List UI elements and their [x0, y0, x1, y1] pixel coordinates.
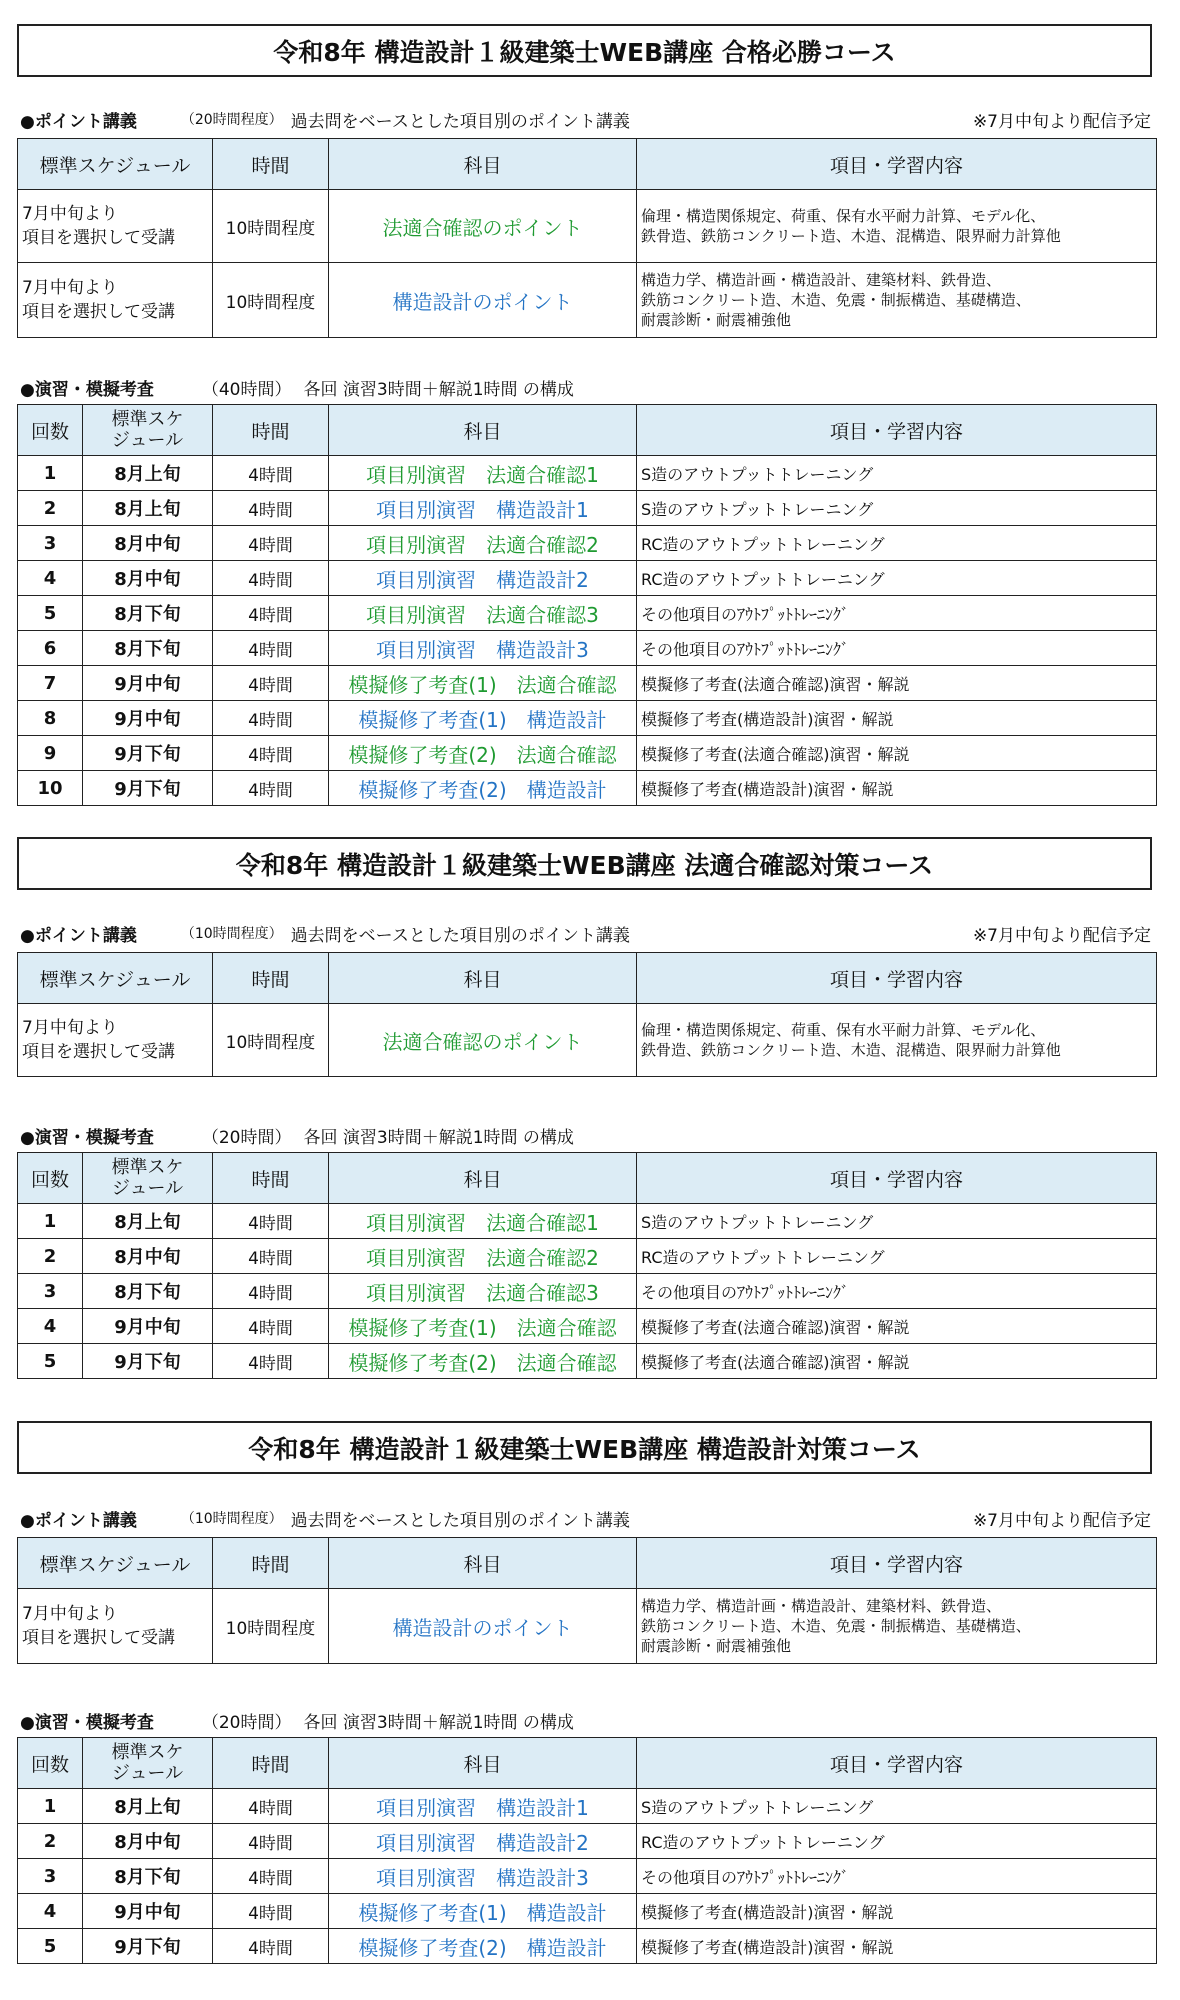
content-cell: S造のアウトプットトレーニング: [637, 491, 1157, 526]
subject-cell: 項目別演習 構造設計1: [329, 491, 637, 526]
table-row: [18, 263, 1157, 338]
time-cell: 4時間: [213, 596, 329, 631]
content-cell: 模擬修了考査(法適合確認)演習・解説: [637, 1309, 1157, 1344]
column-header: 項目・学習内容: [637, 1738, 1157, 1789]
content-cell: 模擬修了考査(法適合確認)演習・解説: [637, 736, 1157, 771]
content-cell: 模擬修了考査(法適合確認)演習・解説: [637, 666, 1157, 701]
table-header-row: [18, 1538, 1157, 1589]
session-number-cell: 4: [18, 1894, 83, 1929]
subject-cell: 項目別演習 構造設計2: [329, 1824, 637, 1859]
schedule-cell: 7月中旬より 項目を選択して受講: [18, 263, 213, 338]
exercise-label: ●演習・模擬考査: [20, 1127, 154, 1148]
time-cell: 4時間: [213, 1344, 329, 1379]
content-cell: その他項目のｱｳﾄﾌﾟｯﾄﾄﾚｰﾆﾝｸﾞ: [637, 631, 1157, 666]
table-header-row: [18, 139, 1157, 190]
exercise-table: [17, 1737, 1157, 1964]
exercise-table: [17, 404, 1157, 806]
session-number-cell: 2: [18, 1239, 83, 1274]
session-number-cell: 2: [18, 491, 83, 526]
table-row: [18, 1894, 1157, 1929]
point-lecture-heading: [20, 1503, 1155, 1533]
table-row: [18, 561, 1157, 596]
delivery-note: ※7月中旬より配信予定: [972, 1510, 1151, 1531]
point-lecture-heading: [20, 918, 1155, 948]
delivery-note: ※7月中旬より配信予定: [972, 111, 1151, 132]
session-number-cell: 6: [18, 631, 83, 666]
time-cell: 4時間: [213, 1309, 329, 1344]
content-cell: RC造のアウトプットトレーニング: [637, 1239, 1157, 1274]
subject-cell: 項目別演習 法適合確認1: [329, 456, 637, 491]
content-cell: 模擬修了考査(構造設計)演習・解説: [637, 1894, 1157, 1929]
course-title: 令和8年 構造設計１級建築士WEB講座 構造設計対策コース: [17, 1421, 1152, 1474]
delivery-note: ※7月中旬より配信予定: [972, 925, 1151, 946]
table-row: [18, 456, 1157, 491]
schedule-cell: 7月中旬より 項目を選択して受講: [18, 190, 213, 263]
session-number-cell: 4: [18, 561, 83, 596]
table-row: [18, 1824, 1157, 1859]
table-row: [18, 1004, 1157, 1077]
time-cell: 4時間: [213, 1274, 329, 1309]
table-row: [18, 771, 1157, 806]
column-header: 回数: [18, 405, 83, 456]
table-header-row: [18, 1738, 1157, 1789]
time-cell: 4時間: [213, 1824, 329, 1859]
exercise-label: ●演習・模擬考査: [20, 379, 154, 400]
session-number-cell: 4: [18, 1309, 83, 1344]
time-cell: 4時間: [213, 1894, 329, 1929]
content-cell: その他項目のｱｳﾄﾌﾟｯﾄﾄﾚｰﾆﾝｸﾞ: [637, 1274, 1157, 1309]
schedule-cell: 9月中旬: [83, 701, 213, 736]
content-cell: 模擬修了考査(構造設計)演習・解説: [637, 701, 1157, 736]
table-row: [18, 1309, 1157, 1344]
table-row: [18, 1239, 1157, 1274]
subject-cell: 法適合確認のポイント: [329, 190, 637, 263]
schedule-cell: 8月中旬: [83, 1239, 213, 1274]
column-header: 標準スケジュール: [18, 139, 213, 190]
subject-cell: 模擬修了考査(1) 法適合確認: [329, 666, 637, 701]
table-row: [18, 526, 1157, 561]
items-cell: 倫理・構造関係規定、荷重、保有水平耐力計算、モデル化、 鉄骨造、鉄筋コンクリート造、木造、混構造、限界耐力計算他: [637, 190, 1157, 263]
point-lecture-hours: （10時間程度）: [180, 926, 283, 942]
column-header: 項目・学習内容: [637, 953, 1157, 1004]
schedule-cell: 9月下旬: [83, 1929, 213, 1964]
subject-cell: 模擬修了考査(2) 構造設計: [329, 771, 637, 806]
time-cell: 4時間: [213, 1204, 329, 1239]
subject-cell: 項目別演習 構造設計3: [329, 631, 637, 666]
session-number-cell: 1: [18, 456, 83, 491]
schedule-cell: 7月中旬より 項目を選択して受講: [18, 1004, 213, 1077]
schedule-cell: 9月下旬: [83, 771, 213, 806]
subject-cell: 模擬修了考査(1) 構造設計: [329, 1894, 637, 1929]
column-header: 標準スケ ジュール: [83, 405, 213, 456]
session-number-cell: 1: [18, 1789, 83, 1824]
column-header: 時間: [213, 1153, 329, 1204]
point-lecture-heading: [20, 104, 1155, 134]
table-row: [18, 1789, 1157, 1824]
time-cell: 4時間: [213, 491, 329, 526]
table-header-row: [18, 405, 1157, 456]
column-header: 項目・学習内容: [637, 1153, 1157, 1204]
time-cell: 4時間: [213, 631, 329, 666]
content-cell: 模擬修了考査(法適合確認)演習・解説: [637, 1344, 1157, 1379]
time-cell: 4時間: [213, 1239, 329, 1274]
schedule-cell: 8月下旬: [83, 1274, 213, 1309]
point-lecture-hours: （10時間程度）: [180, 1511, 283, 1527]
subject-cell: 模擬修了考査(2) 構造設計: [329, 1929, 637, 1964]
column-header: 科目: [329, 405, 637, 456]
subject-cell: 模擬修了考査(2) 法適合確認: [329, 736, 637, 771]
schedule-cell: 8月上旬: [83, 456, 213, 491]
point-lecture-description: 過去問をベースとした項目別のポイント講義: [290, 1510, 630, 1531]
time-cell: 10時間程度: [213, 190, 329, 263]
items-cell: 構造力学、構造計画・構造設計、建築材料、鉄骨造、 鉄筋コンクリート造、木造、免震・制振構造、基礎構造、 耐震診断・耐震補強他: [637, 1589, 1157, 1664]
content-cell: 模擬修了考査(構造設計)演習・解説: [637, 771, 1157, 806]
exercise-heading: [20, 1120, 1155, 1150]
table-row: [18, 701, 1157, 736]
table-row: [18, 666, 1157, 701]
table-row: [18, 1929, 1157, 1964]
session-number-cell: 8: [18, 701, 83, 736]
exercise-label: ●演習・模擬考査: [20, 1712, 154, 1733]
table-row: [18, 736, 1157, 771]
time-cell: 4時間: [213, 561, 329, 596]
content-cell: RC造のアウトプットトレーニング: [637, 561, 1157, 596]
table-row: [18, 1344, 1157, 1379]
exercise-heading: [20, 372, 1155, 402]
schedule-cell: 9月中旬: [83, 1894, 213, 1929]
table-row: [18, 190, 1157, 263]
column-header: 標準スケジュール: [18, 953, 213, 1004]
subject-cell: 項目別演習 構造設計1: [329, 1789, 637, 1824]
session-number-cell: 5: [18, 1929, 83, 1964]
table-row: [18, 1589, 1157, 1664]
column-header: 科目: [329, 1538, 637, 1589]
content-cell: S造のアウトプットトレーニング: [637, 1789, 1157, 1824]
point-lecture-description: 過去問をベースとした項目別のポイント講義: [290, 111, 630, 132]
column-header: 標準スケ ジュール: [83, 1738, 213, 1789]
table-row: [18, 1204, 1157, 1239]
subject-cell: 模擬修了考査(1) 構造設計: [329, 701, 637, 736]
exercise-description: 各回 演習3時間＋解説1時間 の構成: [303, 379, 574, 400]
content-cell: RC造のアウトプットトレーニング: [637, 1824, 1157, 1859]
time-cell: 4時間: [213, 526, 329, 561]
session-number-cell: 3: [18, 1274, 83, 1309]
point-lecture-table: [17, 138, 1157, 338]
schedule-cell: 8月下旬: [83, 631, 213, 666]
column-header: 時間: [213, 405, 329, 456]
session-number-cell: 1: [18, 1204, 83, 1239]
column-header: 回数: [18, 1738, 83, 1789]
content-cell: S造のアウトプットトレーニング: [637, 1204, 1157, 1239]
schedule-cell: 9月下旬: [83, 1344, 213, 1379]
column-header: 標準スケジュール: [18, 1538, 213, 1589]
table-row: [18, 631, 1157, 666]
column-header: 項目・学習内容: [637, 1538, 1157, 1589]
time-cell: 10時間程度: [213, 1004, 329, 1077]
table-row: [18, 491, 1157, 526]
subject-cell: 構造設計のポイント: [329, 263, 637, 338]
table-row: [18, 1274, 1157, 1309]
column-header: 科目: [329, 1153, 637, 1204]
time-cell: 4時間: [213, 666, 329, 701]
column-header: 科目: [329, 953, 637, 1004]
column-header: 時間: [213, 139, 329, 190]
column-header: 時間: [213, 953, 329, 1004]
schedule-cell: 9月下旬: [83, 736, 213, 771]
session-number-cell: 2: [18, 1824, 83, 1859]
exercise-hours: （20時間）: [201, 1127, 292, 1148]
point-lecture-label: ●ポイント講義: [20, 111, 137, 132]
schedule-cell: 8月上旬: [83, 491, 213, 526]
column-header: 科目: [329, 1738, 637, 1789]
time-cell: 4時間: [213, 771, 329, 806]
column-header: 項目・学習内容: [637, 139, 1157, 190]
schedule-cell: 8月中旬: [83, 561, 213, 596]
items-cell: 構造力学、構造計画・構造設計、建築材料、鉄骨造、 鉄筋コンクリート造、木造、免震・制振構造、基礎構造、 耐震診断・耐震補強他: [637, 263, 1157, 338]
course-title: 令和8年 構造設計１級建築士WEB講座 法適合確認対策コース: [17, 837, 1152, 890]
column-header: 時間: [213, 1538, 329, 1589]
time-cell: 4時間: [213, 736, 329, 771]
time-cell: 10時間程度: [213, 263, 329, 338]
schedule-cell: 7月中旬より 項目を選択して受講: [18, 1589, 213, 1664]
point-lecture-label: ●ポイント講義: [20, 925, 137, 946]
schedule-cell: 8月中旬: [83, 1824, 213, 1859]
point-lecture-label: ●ポイント講義: [20, 1510, 137, 1531]
content-cell: 模擬修了考査(構造設計)演習・解説: [637, 1929, 1157, 1964]
point-lecture-table: [17, 952, 1157, 1077]
column-header: 標準スケ ジュール: [83, 1153, 213, 1204]
session-number-cell: 5: [18, 1344, 83, 1379]
session-number-cell: 3: [18, 526, 83, 561]
exercise-description: 各回 演習3時間＋解説1時間 の構成: [303, 1127, 574, 1148]
subject-cell: 法適合確認のポイント: [329, 1004, 637, 1077]
subject-cell: 構造設計のポイント: [329, 1589, 637, 1664]
exercise-hours: （40時間）: [201, 379, 292, 400]
subject-cell: 項目別演習 法適合確認2: [329, 1239, 637, 1274]
content-cell: S造のアウトプットトレーニング: [637, 456, 1157, 491]
exercise-description: 各回 演習3時間＋解説1時間 の構成: [303, 1712, 574, 1733]
schedule-cell: 9月中旬: [83, 666, 213, 701]
time-cell: 4時間: [213, 456, 329, 491]
point-lecture-hours: （20時間程度）: [180, 112, 283, 128]
session-number-cell: 7: [18, 666, 83, 701]
table-header-row: [18, 953, 1157, 1004]
point-lecture-table: [17, 1537, 1157, 1664]
table-row: [18, 596, 1157, 631]
session-number-cell: 9: [18, 736, 83, 771]
schedule-cell: 8月上旬: [83, 1204, 213, 1239]
time-cell: 4時間: [213, 1859, 329, 1894]
column-header: 科目: [329, 139, 637, 190]
subject-cell: 項目別演習 法適合確認3: [329, 1274, 637, 1309]
subject-cell: 模擬修了考査(2) 法適合確認: [329, 1344, 637, 1379]
schedule-cell: 8月下旬: [83, 1859, 213, 1894]
time-cell: 4時間: [213, 1929, 329, 1964]
schedule-cell: 8月中旬: [83, 526, 213, 561]
schedule-cell: 9月中旬: [83, 1309, 213, 1344]
table-header-row: [18, 1153, 1157, 1204]
content-cell: その他項目のｱｳﾄﾌﾟｯﾄﾄﾚｰﾆﾝｸﾞ: [637, 596, 1157, 631]
exercise-hours: （20時間）: [201, 1712, 292, 1733]
subject-cell: 項目別演習 法適合確認1: [329, 1204, 637, 1239]
exercise-table: [17, 1152, 1157, 1379]
subject-cell: 項目別演習 法適合確認3: [329, 596, 637, 631]
course-title: 令和8年 構造設計１級建築士WEB講座 合格必勝コース: [17, 24, 1152, 77]
subject-cell: 項目別演習 構造設計2: [329, 561, 637, 596]
content-cell: RC造のアウトプットトレーニング: [637, 526, 1157, 561]
column-header: 項目・学習内容: [637, 405, 1157, 456]
time-cell: 4時間: [213, 701, 329, 736]
items-cell: 倫理・構造関係規定、荷重、保有水平耐力計算、モデル化、 鉄骨造、鉄筋コンクリート造、木造、混構造、限界耐力計算他: [637, 1004, 1157, 1077]
subject-cell: 模擬修了考査(1) 法適合確認: [329, 1309, 637, 1344]
table-row: [18, 1859, 1157, 1894]
content-cell: その他項目のｱｳﾄﾌﾟｯﾄﾄﾚｰﾆﾝｸﾞ: [637, 1859, 1157, 1894]
point-lecture-description: 過去問をベースとした項目別のポイント講義: [290, 925, 630, 946]
session-number-cell: 5: [18, 596, 83, 631]
schedule-cell: 8月下旬: [83, 596, 213, 631]
exercise-heading: [20, 1705, 1155, 1735]
schedule-cell: 8月上旬: [83, 1789, 213, 1824]
session-number-cell: 10: [18, 771, 83, 806]
time-cell: 10時間程度: [213, 1589, 329, 1664]
column-header: 回数: [18, 1153, 83, 1204]
subject-cell: 項目別演習 構造設計3: [329, 1859, 637, 1894]
column-header: 時間: [213, 1738, 329, 1789]
subject-cell: 項目別演習 法適合確認2: [329, 526, 637, 561]
time-cell: 4時間: [213, 1789, 329, 1824]
session-number-cell: 3: [18, 1859, 83, 1894]
